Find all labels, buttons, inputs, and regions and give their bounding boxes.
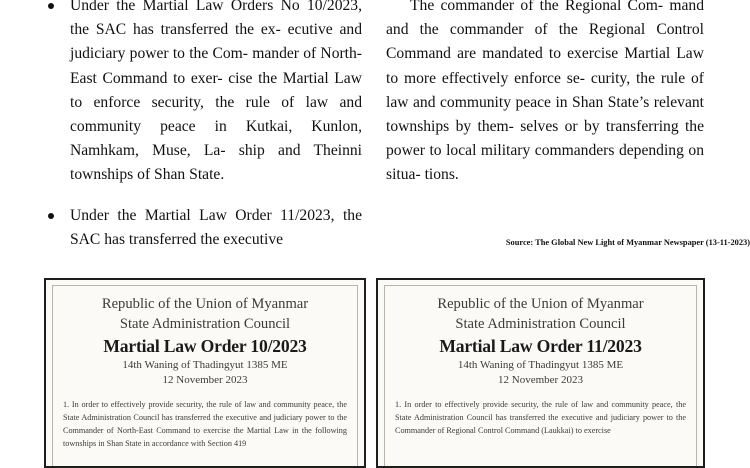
text-line: the SAC has transferred the executive [70, 206, 362, 248]
bullet-item-order-11 [0, 204, 362, 248]
bullet-dot-icon [48, 213, 54, 219]
text-line: Control Command are mandated to exercise [386, 21, 704, 63]
text-line: Martial Law to more effectively enforce se- [386, 45, 704, 87]
order-header [385, 294, 696, 388]
bullet-list [0, 0, 370, 248]
text-line: mander of North-East Command to exer- [70, 45, 363, 87]
order-paragraph: 1. In order to effectively provide security, the rule of law and community peace, the State Administration Council has transferred the executive and judiciary power to the Commander of North-East Command to exercise the Martial Law in the following townships in Shan State in accordance with Section 419 [63, 400, 347, 448]
order-header [53, 294, 357, 388]
source-citation: Source: The Global New Light of Myanmar Newspaper (13-11-2023) [505, 238, 750, 247]
text-line: The commander of the Regional Com- [410, 0, 664, 14]
text-line: State. [189, 166, 225, 184]
bullet-dot-icon [48, 3, 54, 9]
order-republic-line: Republic of the Union of Myanmar [101, 296, 309, 312]
text-line: in Shan State’s relevant townships by them- [386, 93, 704, 136]
bullet-item-order-10 [0, 0, 362, 188]
order-waning-date: 14th Waning of Thadingyut 1385 ME [457, 359, 624, 371]
order-inner-border [52, 285, 358, 466]
text-line: mand and the commander of the Regional [386, 0, 705, 39]
order-council-line: State Administration Council [119, 316, 291, 332]
text-line: Under the Martial Law Orders No [70, 0, 300, 14]
right-column [386, 0, 704, 188]
text-line: cise the Martial Law to enforce security, [70, 69, 362, 111]
martial-law-order-11-image [376, 278, 705, 468]
text-line: Kutkai, Kunlon, Namhkam, Muse, La- [70, 118, 362, 160]
text-line: military commanders depending on situa- [386, 142, 704, 184]
order-republic-line: Republic of the Union of Myanmar [437, 296, 644, 312]
left-column [0, 0, 370, 248]
text-line: selves or by transferring the power to local [386, 118, 704, 160]
order-waning-date: 14th Waning of Thadingyut 1385 ME [122, 359, 288, 371]
text-line: curity, the rule of law and community peace [386, 69, 704, 111]
text-line: tions. [424, 166, 459, 184]
text-line: Under the Martial Law Order 11/2023, [70, 206, 335, 224]
order-council-line: State Administration Council [455, 316, 626, 332]
text-line: the rule of law and community peace in [70, 93, 362, 136]
text-line: ecutive and judiciary power to the Com- [70, 21, 363, 63]
order-date: 12 November 2023 [498, 374, 583, 386]
text-line: ship and Theinni townships of Shan [70, 142, 362, 184]
order-title: Martial Law Order 10/2023 [103, 336, 307, 356]
order-inner-border [384, 285, 697, 466]
text-line: 10/2023, the SAC has transferred the ex- [70, 0, 362, 39]
order-title: Martial Law Order 11/2023 [439, 336, 642, 356]
right-paragraph [386, 0, 704, 188]
bullet-text [70, 0, 362, 188]
martial-law-order-10-image [44, 278, 366, 468]
order-date: 12 November 2023 [162, 374, 248, 386]
order-paragraph: 1. In order to effectively provide security, the rule of law and community peace, the State Administration Council has transferred the executive and judiciary power to the Commander of Regional Control Command (Laukkai) to exercise [395, 400, 686, 435]
bullet-text [70, 204, 362, 248]
